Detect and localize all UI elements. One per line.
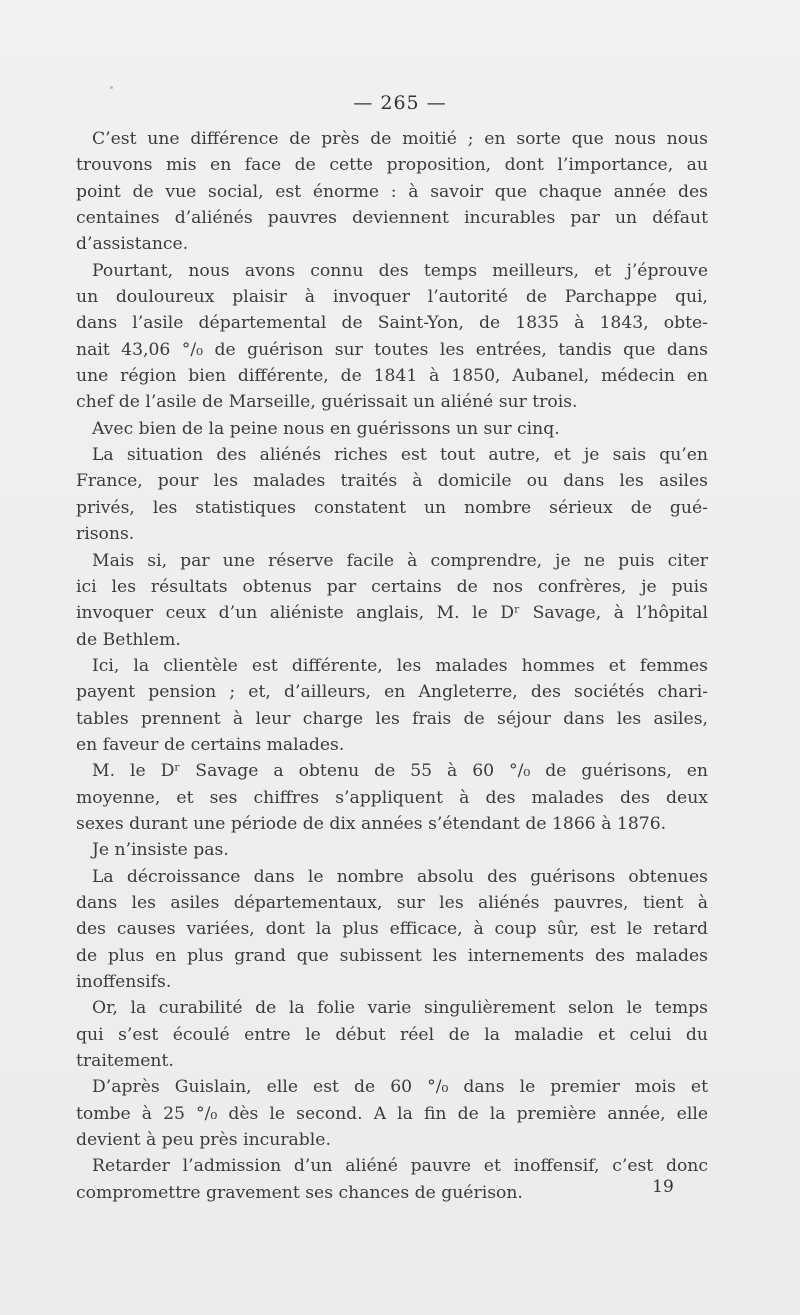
paragraph-6 bbox=[76, 653, 708, 758]
paragraph-1 bbox=[76, 126, 708, 258]
text-line: D’après Guislain, elle est de 60 °/₀ dans le premier mois et bbox=[92, 1077, 708, 1098]
text-line: payent pension ; et, d’ailleurs, en Angleterre, des sociétés chari- bbox=[76, 682, 708, 703]
text-line: La situation des aliénés riches est tout autre, et je sais qu’en bbox=[92, 445, 708, 466]
paragraph-10 bbox=[76, 995, 708, 1074]
paragraph-4 bbox=[76, 442, 708, 547]
text-line: Je n’insiste pas. bbox=[92, 840, 229, 861]
text-line: de Bethlem. bbox=[76, 629, 181, 650]
text-line: de plus en plus grand que subissent les internements des malades bbox=[76, 945, 708, 966]
text-line: Retarder l’admission d’un aliéné pauvre et inoffensif, c’est donc bbox=[92, 1156, 708, 1177]
text-line: moyenne, et ses chiffres s’appliquent à des malades des deux bbox=[76, 787, 708, 808]
text-line: d’assistance. bbox=[76, 234, 189, 255]
text-line: risons. bbox=[76, 524, 135, 545]
text-line: inoffensifs. bbox=[76, 972, 172, 992]
paragraph-5 bbox=[76, 548, 708, 653]
text-line: des causes variées, dont la plus efficace, à coup sûr, est le retard bbox=[76, 919, 708, 940]
text-line: nait 43,06 °/₀ de guérison sur toutes les entrées, tandis que dans bbox=[76, 339, 708, 360]
text-line: France, pour les malades traités à domicile ou dans les asiles bbox=[76, 471, 708, 492]
text-line: dans l’asile départemental de Saint-Yon, de 1835 à 1843, obte- bbox=[76, 313, 708, 334]
text-line: tables prennent à leur charge les frais de séjour dans les asiles, bbox=[76, 708, 708, 729]
text-line: une région bien différente, de 1841 à 1850, Aubanel, médecin en bbox=[76, 366, 708, 387]
text-line: point de vue social, est énorme : à savoir que chaque année des bbox=[76, 181, 708, 202]
paragraph-2 bbox=[76, 258, 708, 416]
paper-speck bbox=[110, 86, 113, 89]
text-line: Or, la curabilité de la folie varie singulièrement selon le temps bbox=[92, 998, 708, 1019]
text-line: invoquer ceux d’un aliéniste anglais, M. le Dʳ Savage, à l’hôpital bbox=[76, 603, 708, 624]
text-line: un douloureux plaisir à invoquer l’autorité de Parchappe qui, bbox=[76, 287, 708, 308]
text-line: trouvons mis en face de cette proposition, dont l’importance, au bbox=[76, 155, 708, 176]
paragraph-12 bbox=[76, 1153, 708, 1206]
paragraph-7 bbox=[76, 758, 708, 837]
paragraph-8 bbox=[76, 837, 708, 863]
text-line: ici les résultats obtenus par certains de nos confrères, je puis bbox=[76, 576, 708, 597]
text-line: qui s’est écoulé entre le début réel de la maladie et celui du bbox=[76, 1024, 708, 1045]
text-line: centaines d’aliénés pauvres deviennent incurables par un défaut bbox=[76, 208, 708, 229]
text-line: dans les asiles départementaux, sur les aliénés pauvres, tient à bbox=[76, 892, 708, 913]
text-line: Mais si, par une réserve facile à comprendre, je ne puis citer bbox=[92, 550, 708, 571]
text-line: compromettre gravement ses chances de guérison. bbox=[76, 1182, 523, 1203]
text-line: traitement. bbox=[76, 1051, 174, 1072]
text-line: en faveur de certains malades. bbox=[76, 734, 345, 755]
paragraph-11 bbox=[76, 1074, 708, 1153]
paragraph-9 bbox=[76, 864, 708, 996]
text-line: Avec bien de la peine nous en guérissons un sur cinq. bbox=[92, 418, 560, 439]
text-line: La décroissance dans le nombre absolu des guérisons obtenues bbox=[92, 866, 708, 887]
text-line: tombe à 25 °/₀ dès le second. A la fin de la première année, elle bbox=[76, 1103, 708, 1124]
text-line: devient à peu près incurable. bbox=[76, 1130, 331, 1151]
text-line: M. le Dʳ Savage a obtenu de 55 à 60 °/₀ de guérisons, en bbox=[92, 761, 708, 782]
text-line: Pourtant, nous avons connu des temps meilleurs, et j’éprouve bbox=[92, 260, 708, 281]
paragraph-3 bbox=[76, 416, 708, 442]
text-line: sexes durant une période de dix années s’étendant de 1866 à 1876. bbox=[76, 813, 667, 834]
page-number: — 265 — bbox=[353, 92, 447, 114]
text-line: Ici, la clientèle est différente, les malades hommes et femmes bbox=[92, 655, 708, 676]
signature-mark: 19 bbox=[652, 1177, 674, 1197]
text-line: chef de l’asile de Marseille, guérissait un aliéné sur trois. bbox=[76, 392, 578, 413]
text-line: privés, les statistiques constatent un nombre sérieux de gué- bbox=[76, 497, 708, 518]
body-text bbox=[76, 126, 708, 1206]
text-line: C’est une différence de près de moitié ; en sorte que nous nous bbox=[92, 129, 708, 149]
